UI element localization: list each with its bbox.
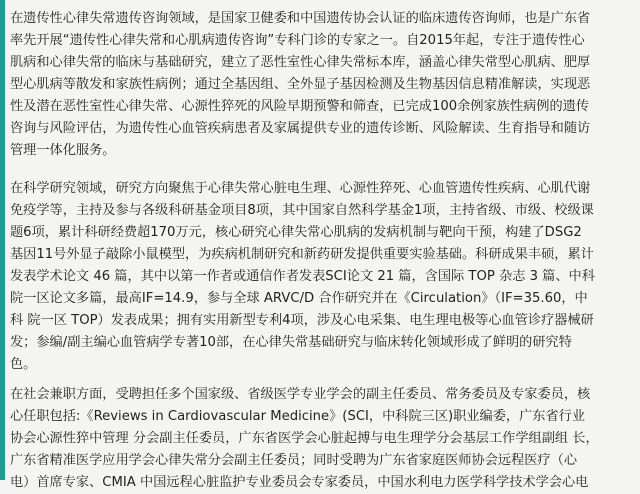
paragraph-line: 在科学研究领域，研究方向聚焦于心律失常心脏电生理、心源性猝死、心血管遗传性疾病、心肌代谢 (10, 181, 591, 196)
paragraph-line: 基因11号外显子敲除小鼠模型，为疾病机制研究和新药研发提供重要实验基础。科研成果丰硕，累计 (10, 247, 594, 262)
paragraph-line: 在遗传性心律失常遗传咨询领域，是国家卫健委和中国遗传协会认证的临床遗传咨询师，也是广东省 (10, 11, 591, 26)
paragraph-line: 发；参编/副主编心血管病学专著10部，在心律失常基础研究与临床转化领域形成了鲜明的研究特 (10, 335, 572, 350)
paragraph-line: 在社会兼职方面，受聘担任多个国家级、省级医学专业学会的副主任委员、常务委员及专家委员，核 (10, 387, 591, 402)
paragraph-line: 率先开展“遗传性心律失常和心肌病遗传咨询”专科门诊的专家之一。自2015年起，专注于遗传性心 (10, 33, 585, 48)
paragraph-line: 色。 (10, 357, 37, 372)
paragraph-line: 咨询与风险评估，为遗传性心血管疾病患者及家属提供专业的遗传诊断、风险解读、生育指导和随访 (10, 121, 591, 136)
paragraph-line: 性及潜在恶性室性心律失常、心源性猝死的风险早期预警和筛查，已完成100余例家族性病例的遗传 (10, 99, 590, 114)
paragraph-line: 电）首席专家、CMIA 中国远程心脏监护专业委员会专家委员，中国水利电力医学科学技术学会心电 (10, 475, 589, 490)
paragraph-line: 肌病和心律失常的临床与基础研究，建立了恶性室性心律失常标本库，涵盖心律失常型心肌病、肥厚 (10, 55, 591, 70)
paragraph-line: 发表学术论文 46 篇，其中以第一作者或通信作者发表SCI论文 21 篇，含国际 TOP 杂志 3 篇、中科 (10, 269, 595, 284)
paragraph-line: 院一区论文多篇，最高IF=14.9，参与全球 ARVC/D 合作研究并在《Circulation》（IF=35.60，中 (10, 291, 588, 306)
paragraph-line: 广东省精准医学应用学会心律失常分会副主任委员；同时受聘为广东省家庭医师协会远程医疗（心 (10, 453, 578, 468)
paragraph-line: 心任职包括:《Reviews in Cardiovascular Medicine》(SCI，中科院三区)职业编委，广东省行业 (10, 409, 586, 424)
paragraph-line: 免疫学等，主持及参与各级科研基金项目8项，其中国家自然科学基金1项，主持省级、市级、校级课 (10, 203, 594, 218)
paragraph-line: 科 院一区 TOP）发表成果；拥有实用新型专利4项，涉及心电采集、电生理电极等心血管诊疗器械研 (10, 313, 594, 328)
paragraph-line: 协会心源性猝中管理 分会副主任委员，广东省医学会心脏起搏与电生理学分会基层工作学组副组 长， (10, 431, 599, 446)
paragraph-line: 型心肌病等散发和家族性病例；通过全基因组、全外显子基因检测及生物基因信息精准解读，实现恶 (10, 77, 591, 92)
paragraph-line: 题6项，累计科研经费超170万元，核心研究心律失常心肌病的发病机制与靶向干预，构建了DSG2 (10, 225, 582, 240)
paragraph-line: 管理一体化服务。 (10, 143, 116, 158)
